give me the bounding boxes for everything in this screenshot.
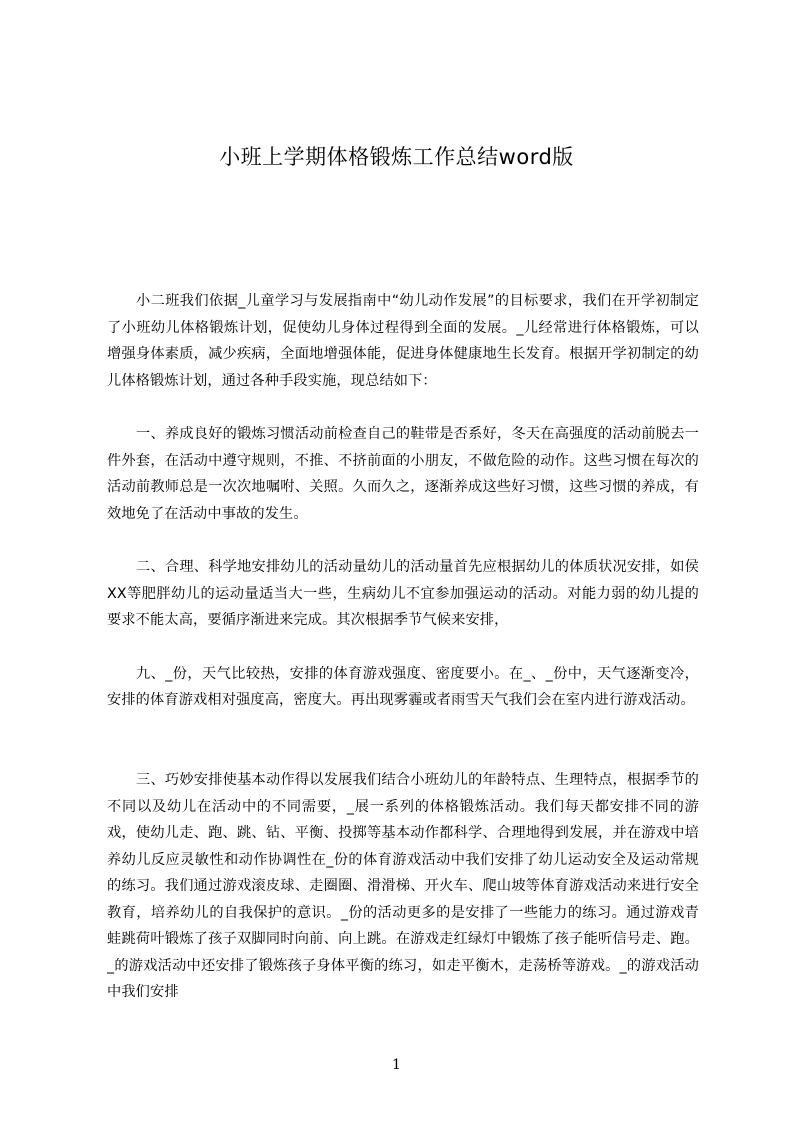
paragraph-section-3: 三、巧妙安排使基本动作得以发展我们结合小班幼儿的年龄特点、生理特点，根据季节的不同以及幼儿在活动中的不同需要，_展一系列的体格锻炼活动。我们每天都安排不同的游戏，使幼儿走、跑、跳、钻、平衡、投掷等基本动作都科学、合理地得到发展，并在游戏中培养幼儿反应灵敏性和动作协调性在_份的体育游戏活动中我们安排了幼儿运动安全及运动常规的练习。我们通过游戏滚皮球、走圈圈、滑滑梯、开火车、爬山坡等体育游戏活动来进行安全教育，培养幼儿的自我保护的意识。_份的活动更多的是安排了一些能力的练习。通过游戏青蛙跳荷叶锻炼了孩子双脚同时向前、向上跳。在游戏走红绿灯中锻炼了孩子能听信号走、跑。_的游戏活动中还安排了锻炼孩子身体平衡的练习，如走平衡木，走荡桥等游戏。_的游戏活动中我们安排 (107, 772, 699, 1000)
page-number: 1 (392, 1057, 401, 1073)
document-title: 小班上学期体格锻炼工作总结word版 (219, 145, 574, 169)
paragraph-season: 九、_份，天气比较热，安排的体育游戏强度、密度要小。在_、_份中，天气逐渐变冷，安排的体育游戏相对强度高，密度大。再出现雾霾或者雨雪天气我们会在室内进行游戏活动。 (107, 665, 699, 708)
document-body (107, 288, 699, 1032)
paragraph-section-2: 二、合理、科学地安排幼儿的活动量幼儿的活动量首先应根据幼儿的体质状况安排，如侯XX等肥胖幼儿的运动量适当大一些，生病幼儿不宜参加强运动的活动。对能力弱的幼儿提的要求不能太高，要循序渐进来完成。其次根据季节气候来安排， (107, 559, 699, 628)
paragraph-section-1: 一、养成良好的锻炼习惯活动前检查自己的鞋带是否系好，冬天在高强度的活动前脱去一件外套，在活动中遵守规则，不推、不挤前面的小朋友，不做危险的动作。这些习惯在每次的活动前教师总是一次次地嘱咐、关照。久而久之，逐渐养成这些好习惯，这些习惯的养成，有效地免了在活动中事故的发生。 (107, 426, 699, 522)
paragraph-intro: 小二班我们依据_儿童学习与发展指南中“幼儿动作发展”的目标要求，我们在开学初制定了小班幼儿体格锻炼计划，促使幼儿身体过程得到全面的发展。_儿经常进行体格锻炼，可以增强身体素质，减少疾病，全面地增强体能，促进身体健康地生长发育。根据开学初制定的幼儿体格锻炼计划，通过各种手段实施，现总结如下： (107, 293, 699, 389)
